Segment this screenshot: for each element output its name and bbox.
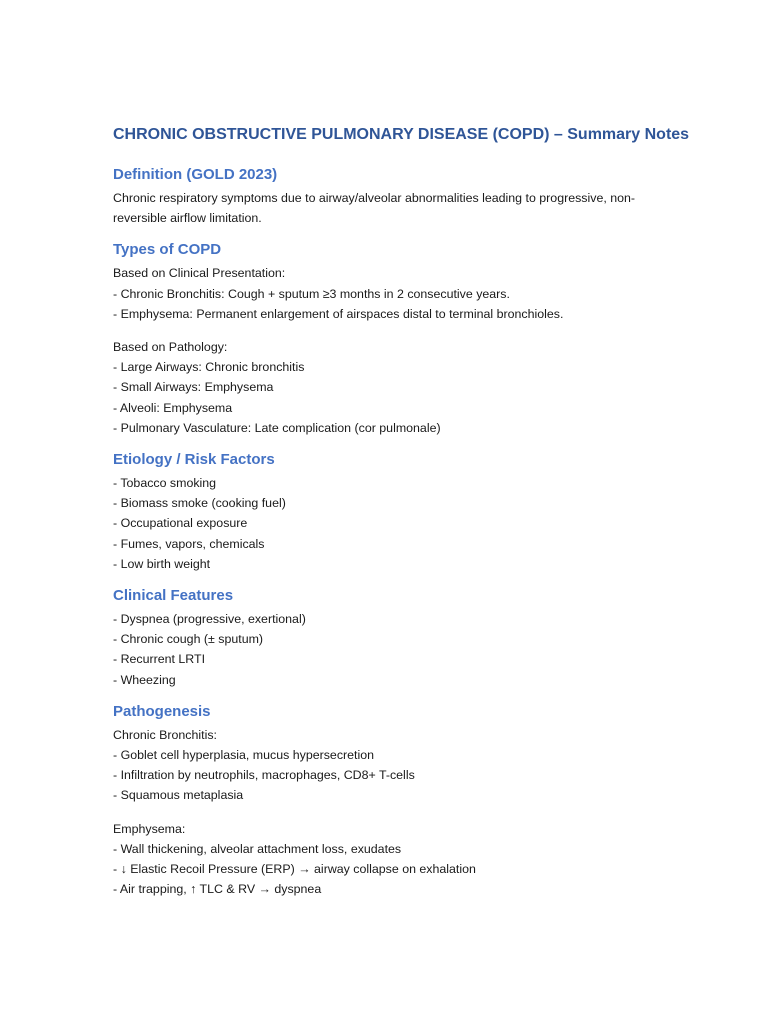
section-definition [113,164,658,228]
section-types [113,239,658,438]
section-pathogenesis [113,701,658,900]
list-item: - Squamous metaplasia [113,788,244,803]
list-item: - Goblet cell hyperplasia, mucus hypersecretion [113,748,375,763]
list-item: - Chronic Bronchitis: Cough + sputum ≥3 months in 2 consecutive years. [113,286,510,301]
list-item: - Dyspnea (progressive, exertional) [113,612,306,627]
section-clinical-features [113,585,658,690]
heading-clinical-features: Clinical Features [113,587,234,605]
list-item: - Air trapping, ↑ TLC & RV → dyspnea [113,882,322,897]
list-item: - Large Airways: Chronic bronchitis [113,360,305,375]
section-etiology [113,449,658,574]
list-item: - Fumes, vapors, chemicals [113,536,265,551]
list-item: - Biomass smoke (cooking fuel) [113,496,286,511]
pathology-label: Based on Pathology: [113,340,228,355]
list-item: - Low birth weight [113,556,211,571]
definition-text: Chronic respiratory symptoms due to airway/alveolar abnormalities leading to progressive, non-reversible airflow limitation. [113,191,636,226]
heading-definition: Definition (GOLD 2023) [113,166,278,183]
list-item: - Wall thickening, alveolar attachment loss, exudates [113,841,402,856]
document-title: CHRONIC OBSTRUCTIVE PULMONARY DISEASE (COPD) – Summary Notes [113,126,690,143]
heading-pathogenesis: Pathogenesis [113,702,211,720]
heading-types: Types of COPD [113,241,222,259]
emphysema-label: Emphysema: [113,821,186,836]
list-item: - ↓ Elastic Recoil Pressure (ERP) → airway collapse on exhalation [113,862,476,877]
list-item: - Infiltration by neutrophils, macrophages, CD8+ T-cells [113,768,415,783]
list-item: - Occupational exposure [113,516,248,531]
document-body [113,124,690,899]
list-item: - Pulmonary Vasculature: Late complication (cor pulmonale) [113,420,441,435]
chronic-bronchitis-label: Chronic Bronchitis: [113,727,217,742]
list-item: - Tobacco smoking [113,476,217,491]
list-item: - Wheezing [113,672,176,687]
list-item: - Recurrent LRTI [113,652,206,667]
list-item: - Small Airways: Emphysema [113,380,274,395]
list-item: - Chronic cough (± sputum) [113,632,264,647]
heading-etiology: Etiology / Risk Factors [113,451,275,469]
list-item: - Alveoli: Emphysema [113,400,233,415]
clinical-presentation-label: Based on Clinical Presentation: [113,266,286,281]
list-item: - Emphysema: Permanent enlargement of airspaces distal to terminal bronchioles. [113,306,564,321]
